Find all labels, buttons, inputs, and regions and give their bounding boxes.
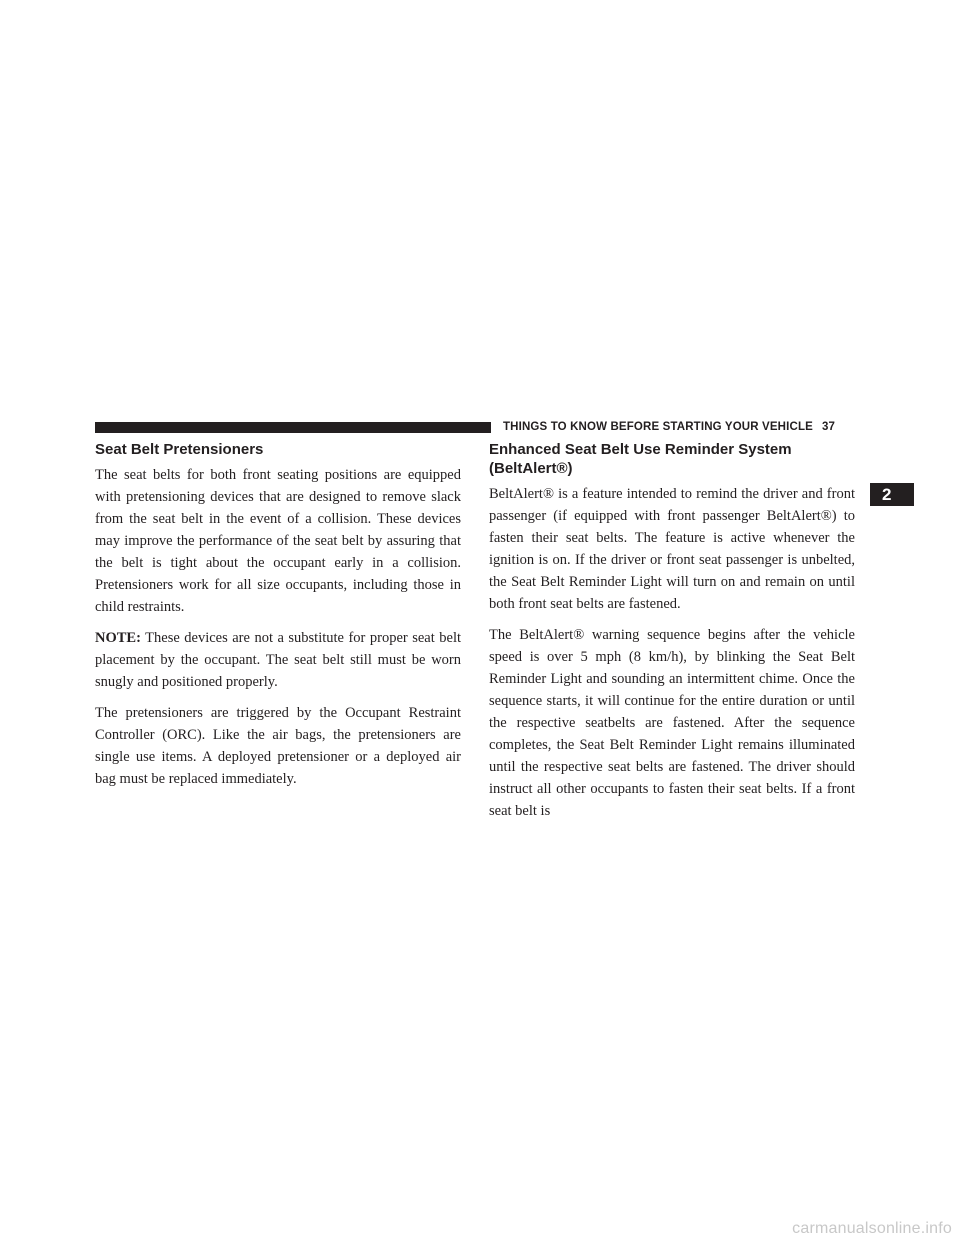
note-text: These devices are not a substitute for proper seat belt placement by the occupant. The seat belt still must be worn snugly and positioned properly. [95, 630, 461, 690]
note-paragraph [95, 627, 461, 693]
header-rule [95, 422, 491, 433]
note-label: NOTE: [95, 630, 141, 646]
paragraph-pretensioners-trigger: The pretensioners are triggered by the Occupant Restraint Controller (ORC). Like the air bags, the pretensioners are single use items. A deployed pretensioner or a deployed air bag must be replaced immediately. [95, 705, 461, 787]
right-column [489, 440, 855, 831]
heading-line-2: (BeltAlert®) [489, 460, 573, 477]
left-column [95, 440, 461, 799]
paragraph-beltalert-sequence: The BeltAlert® warning sequence begins after the vehicle speed is over 5 mph (8 km/h), by blinking the Seat Belt Reminder Light and sounding an intermittent chime. Once the sequence starts, it will continue for the entire duration or until the respective seatbelts are fastened. After the sequence completes, the Seat Belt Reminder Light remains illuminated until the respective seat belts are fastened. The driver should instruct all other occupants to fasten their seat belts. If a front seat belt is [489, 627, 855, 819]
header-title: THINGS TO KNOW BEFORE STARTING YOUR VEHICLE [503, 421, 813, 433]
paragraph-pretensioners-intro: The seat belts for both front seating positions are equipped with pretensioning devices that are designed to remove slack from the seat belt in the event of a collision. These devices may improve the performance of the seat belt by assuring that the belt is tight about the occupant early in a collision. Pretensioners work for all size occupants, including those in child restraints. [95, 467, 461, 615]
page-number: 37 [821, 421, 836, 433]
section-heading-pretensioners: Seat Belt Pretensioners [95, 441, 264, 458]
watermark: carmanualsonline.info [792, 1220, 952, 1237]
chapter-tab: 2 [870, 483, 914, 506]
paragraph-beltalert-intro: BeltAlert® is a feature intended to remind the driver and front passenger (if equipped with front passenger BeltAlert®) to fasten their seat belts. The feature is active whenever the ignition is on. If the driver or front seat passenger is unbelted, the Seat Belt Reminder Light will turn on and remain on until both front seat belts are fastened. [489, 486, 855, 612]
heading-line-1: Enhanced Seat Belt Use Reminder System [489, 441, 792, 458]
running-header [503, 419, 835, 435]
section-heading-beltalert [489, 440, 855, 478]
